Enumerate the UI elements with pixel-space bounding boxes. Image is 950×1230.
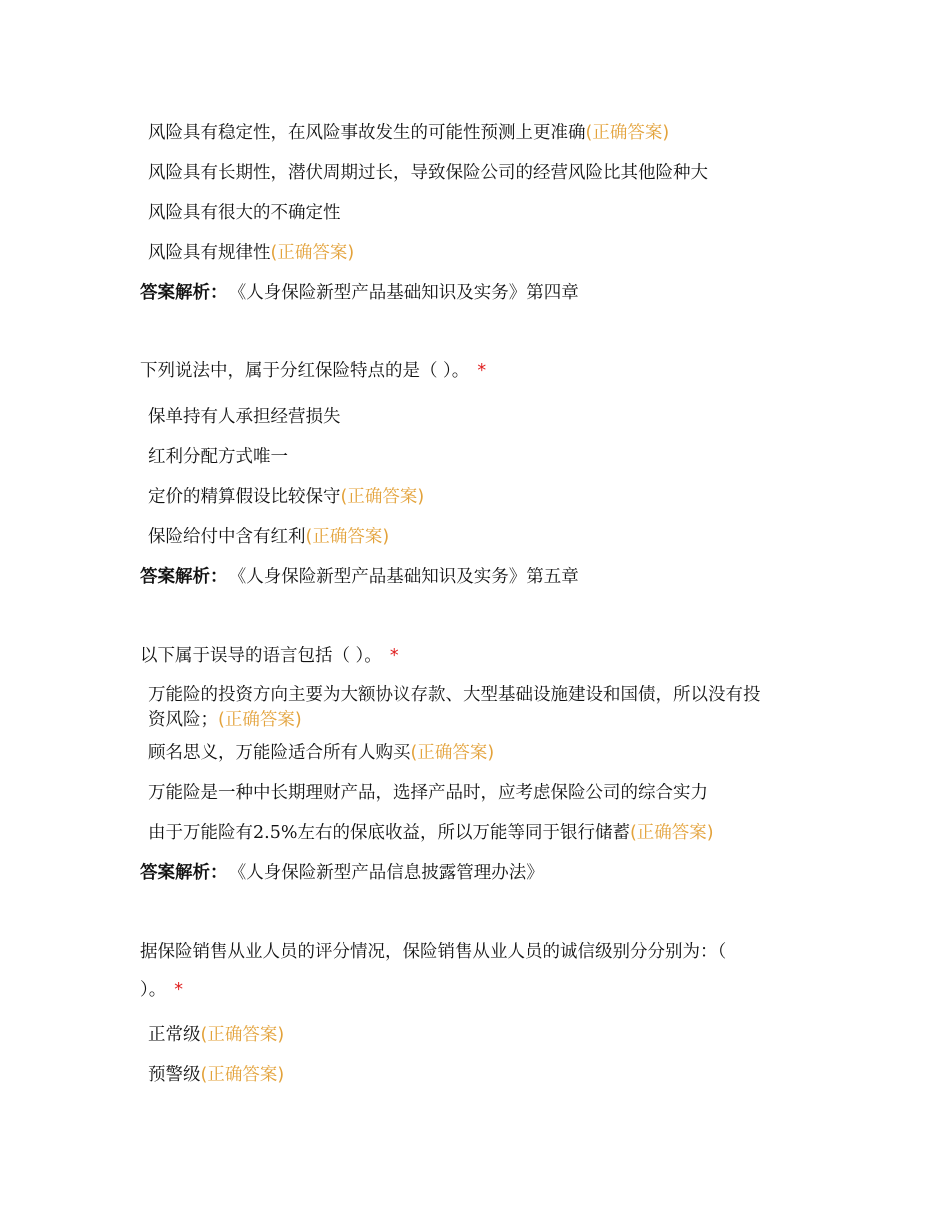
- required-mark: *: [174, 980, 183, 1000]
- option-text-post: 左右的保底收益，所以万能等同于银行储蓄: [297, 823, 630, 843]
- required-mark: *: [389, 646, 399, 666]
- correct-answer-tag: (正确答案): [629, 823, 714, 843]
- option-text: 红利分配方式唯一: [148, 447, 288, 467]
- explanation-text: 《人身保险新型产品信息披露管理办法》: [237, 863, 544, 883]
- option-item: [148, 444, 288, 470]
- option-text: 万能险是一种中长期理财产品，选择产品时，应考虑保险公司的综合实力: [148, 783, 708, 803]
- option-text: 预警级: [148, 1065, 201, 1085]
- option-item: [148, 780, 708, 806]
- option-item: [148, 160, 708, 186]
- option-text: 风险具有很大的不确定性: [148, 203, 341, 223]
- correct-answer-tag: (正确答案): [305, 527, 390, 547]
- option-item: [148, 682, 761, 708]
- option-text: 风险具有稳定性，在风险事故发生的可能性预测上更准确: [148, 123, 586, 143]
- option-item: [148, 484, 424, 510]
- option-text: 顾名思义，万能险适合所有人购买: [148, 743, 411, 763]
- option-text: 正常级: [148, 1025, 201, 1045]
- question-text: ）。: [140, 980, 167, 1000]
- explanation-label: 答案解析：: [140, 567, 228, 587]
- question-title: [140, 939, 726, 965]
- explanation-label: 答案解析：: [140, 283, 228, 303]
- option-item: [148, 404, 341, 430]
- option-item: [148, 120, 669, 146]
- explanation-text: 《人身保险新型产品基础知识及实务》第四章: [237, 283, 579, 303]
- question-title-continued: [140, 977, 183, 1003]
- required-mark: *: [477, 361, 487, 381]
- question-text: 据保险销售从业人员的评分情况，保险销售从业人员的诚信级别分分别为：（: [140, 942, 727, 962]
- answer-explanation: [140, 860, 544, 886]
- answer-explanation: [140, 564, 579, 590]
- explanation-text: 《人身保险新型产品基础知识及实务》第五章: [237, 567, 579, 587]
- answer-explanation: [140, 280, 579, 306]
- option-item: [148, 740, 494, 766]
- question-title: [140, 643, 399, 669]
- option-text: 风险具有长期性，潜伏周期过长，导致保险公司的经营风险比其他险种大: [148, 163, 708, 183]
- option-item: [148, 200, 341, 226]
- correct-answer-tag: (正确答案): [200, 1025, 285, 1045]
- option-item: [148, 1062, 284, 1088]
- option-item-continued: [148, 707, 302, 733]
- correct-answer-tag: (正确答案): [270, 243, 355, 263]
- question-title: [140, 358, 486, 384]
- question-text: 以下属于误导的语言包括（ ）。: [140, 646, 382, 666]
- correct-answer-tag: (正确答案): [200, 1065, 285, 1085]
- option-item: [148, 1022, 284, 1048]
- option-item: [148, 240, 354, 266]
- option-item: [148, 820, 714, 846]
- option-text: 资风险；: [148, 710, 218, 730]
- option-text: 保险给付中含有红利: [148, 527, 306, 547]
- option-text: 定价的精算假设比较保守: [148, 487, 341, 507]
- correct-answer-tag: (正确答案): [585, 123, 670, 143]
- option-text-pre: 由于万能险有: [148, 823, 253, 843]
- correct-answer-tag: (正确答案): [218, 710, 302, 730]
- correct-answer-tag: (正确答案): [340, 487, 425, 507]
- option-number: 2.5%: [253, 823, 298, 843]
- explanation-label: 答案解析：: [140, 863, 228, 883]
- question-text: 下列说法中，属于分红保险特点的是（ ）。: [140, 361, 470, 381]
- option-text: 保单持有人承担经营损失: [148, 407, 341, 427]
- option-text: 风险具有规律性: [148, 243, 271, 263]
- option-text: 万能险的投资方向主要为大额协议存款、大型基础设施建设和国债，所以没有投: [148, 685, 761, 705]
- correct-answer-tag: (正确答案): [410, 743, 495, 763]
- option-item: [148, 524, 389, 550]
